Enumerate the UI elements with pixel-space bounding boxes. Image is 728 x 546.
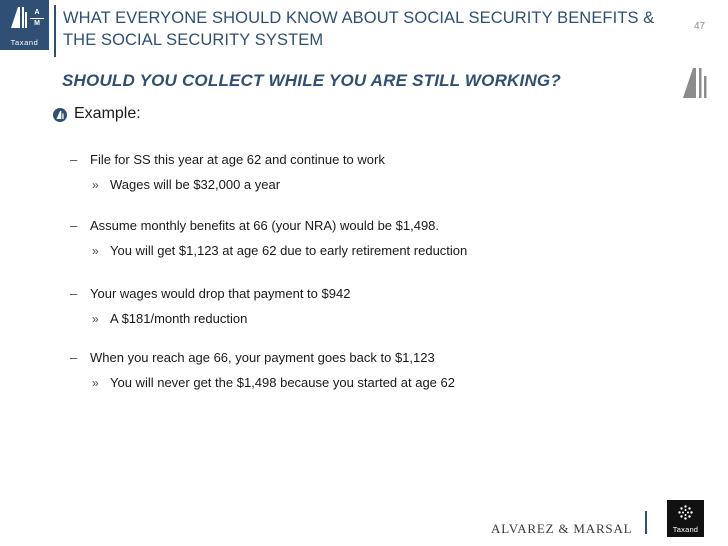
dash-marker: –: [70, 286, 78, 301]
page-title: WHAT EVERYONE SHOULD KNOW ABOUT SOCIAL SECURITY BENEFITS & THE SOCIAL SECURITY SYSTEM: [63, 9, 655, 49]
chevron-marker: »: [92, 376, 99, 390]
header-divider: [54, 5, 56, 57]
list-item: [70, 152, 385, 167]
list-item-text: Assume monthly benefits at 66 (your NRA) would be $1,498.: [90, 218, 440, 233]
dash-marker: –: [70, 152, 78, 167]
a-bullet-icon: [53, 108, 67, 122]
logo-monogram: [30, 9, 44, 28]
footer-divider: [645, 511, 647, 534]
chevron-marker: »: [92, 244, 99, 258]
sub-list-item: [92, 177, 280, 192]
sub-list-item: [92, 375, 455, 390]
taxand-logo: [667, 500, 704, 537]
logo-monogram-bottom: M: [34, 20, 40, 27]
sub-list-item-text: A $181/month reduction: [110, 311, 248, 326]
sub-list-item: [92, 243, 467, 258]
dash-marker: –: [70, 218, 78, 233]
example-label: Example:: [74, 105, 141, 122]
sub-list-item-text: You will never get the $1,498 because you started at age 62: [110, 375, 455, 390]
taxand-dots-icon: [678, 505, 693, 520]
alvarez-marsal-a-mark-icon: [9, 6, 27, 28]
dash-marker: –: [70, 350, 78, 365]
logo-taxand-text: Taxand: [10, 38, 39, 47]
taxand-label: Taxand: [672, 525, 699, 534]
chevron-marker: »: [92, 178, 99, 192]
list-item: [70, 218, 439, 233]
list-item-text: Your wages would drop that payment to $942: [90, 286, 351, 301]
footer-brand: ALVAREZ & MARSAL: [491, 521, 633, 536]
page-number: 47: [694, 21, 706, 32]
list-item-text: When you reach age 66, your payment goes back to $1,123: [90, 350, 435, 365]
list-item: [70, 350, 435, 365]
sub-list-item-text: You will get $1,123 at age 62 due to early retirement reduction: [110, 243, 468, 258]
sub-list-item: [92, 311, 247, 326]
chevron-marker: »: [92, 312, 99, 326]
logo-monogram-top: A: [34, 9, 40, 16]
company-logo: [0, 0, 49, 50]
list-item-text: File for SS this year at age 62 and continue to work: [90, 152, 385, 167]
alvarez-marsal-a-mark-icon: [682, 67, 708, 98]
list-item: [70, 286, 350, 301]
sub-list-item-text: Wages will be $32,000 a year: [110, 177, 281, 192]
section-title: SHOULD YOU COLLECT WHILE YOU ARE STILL WORKING?: [62, 71, 561, 90]
